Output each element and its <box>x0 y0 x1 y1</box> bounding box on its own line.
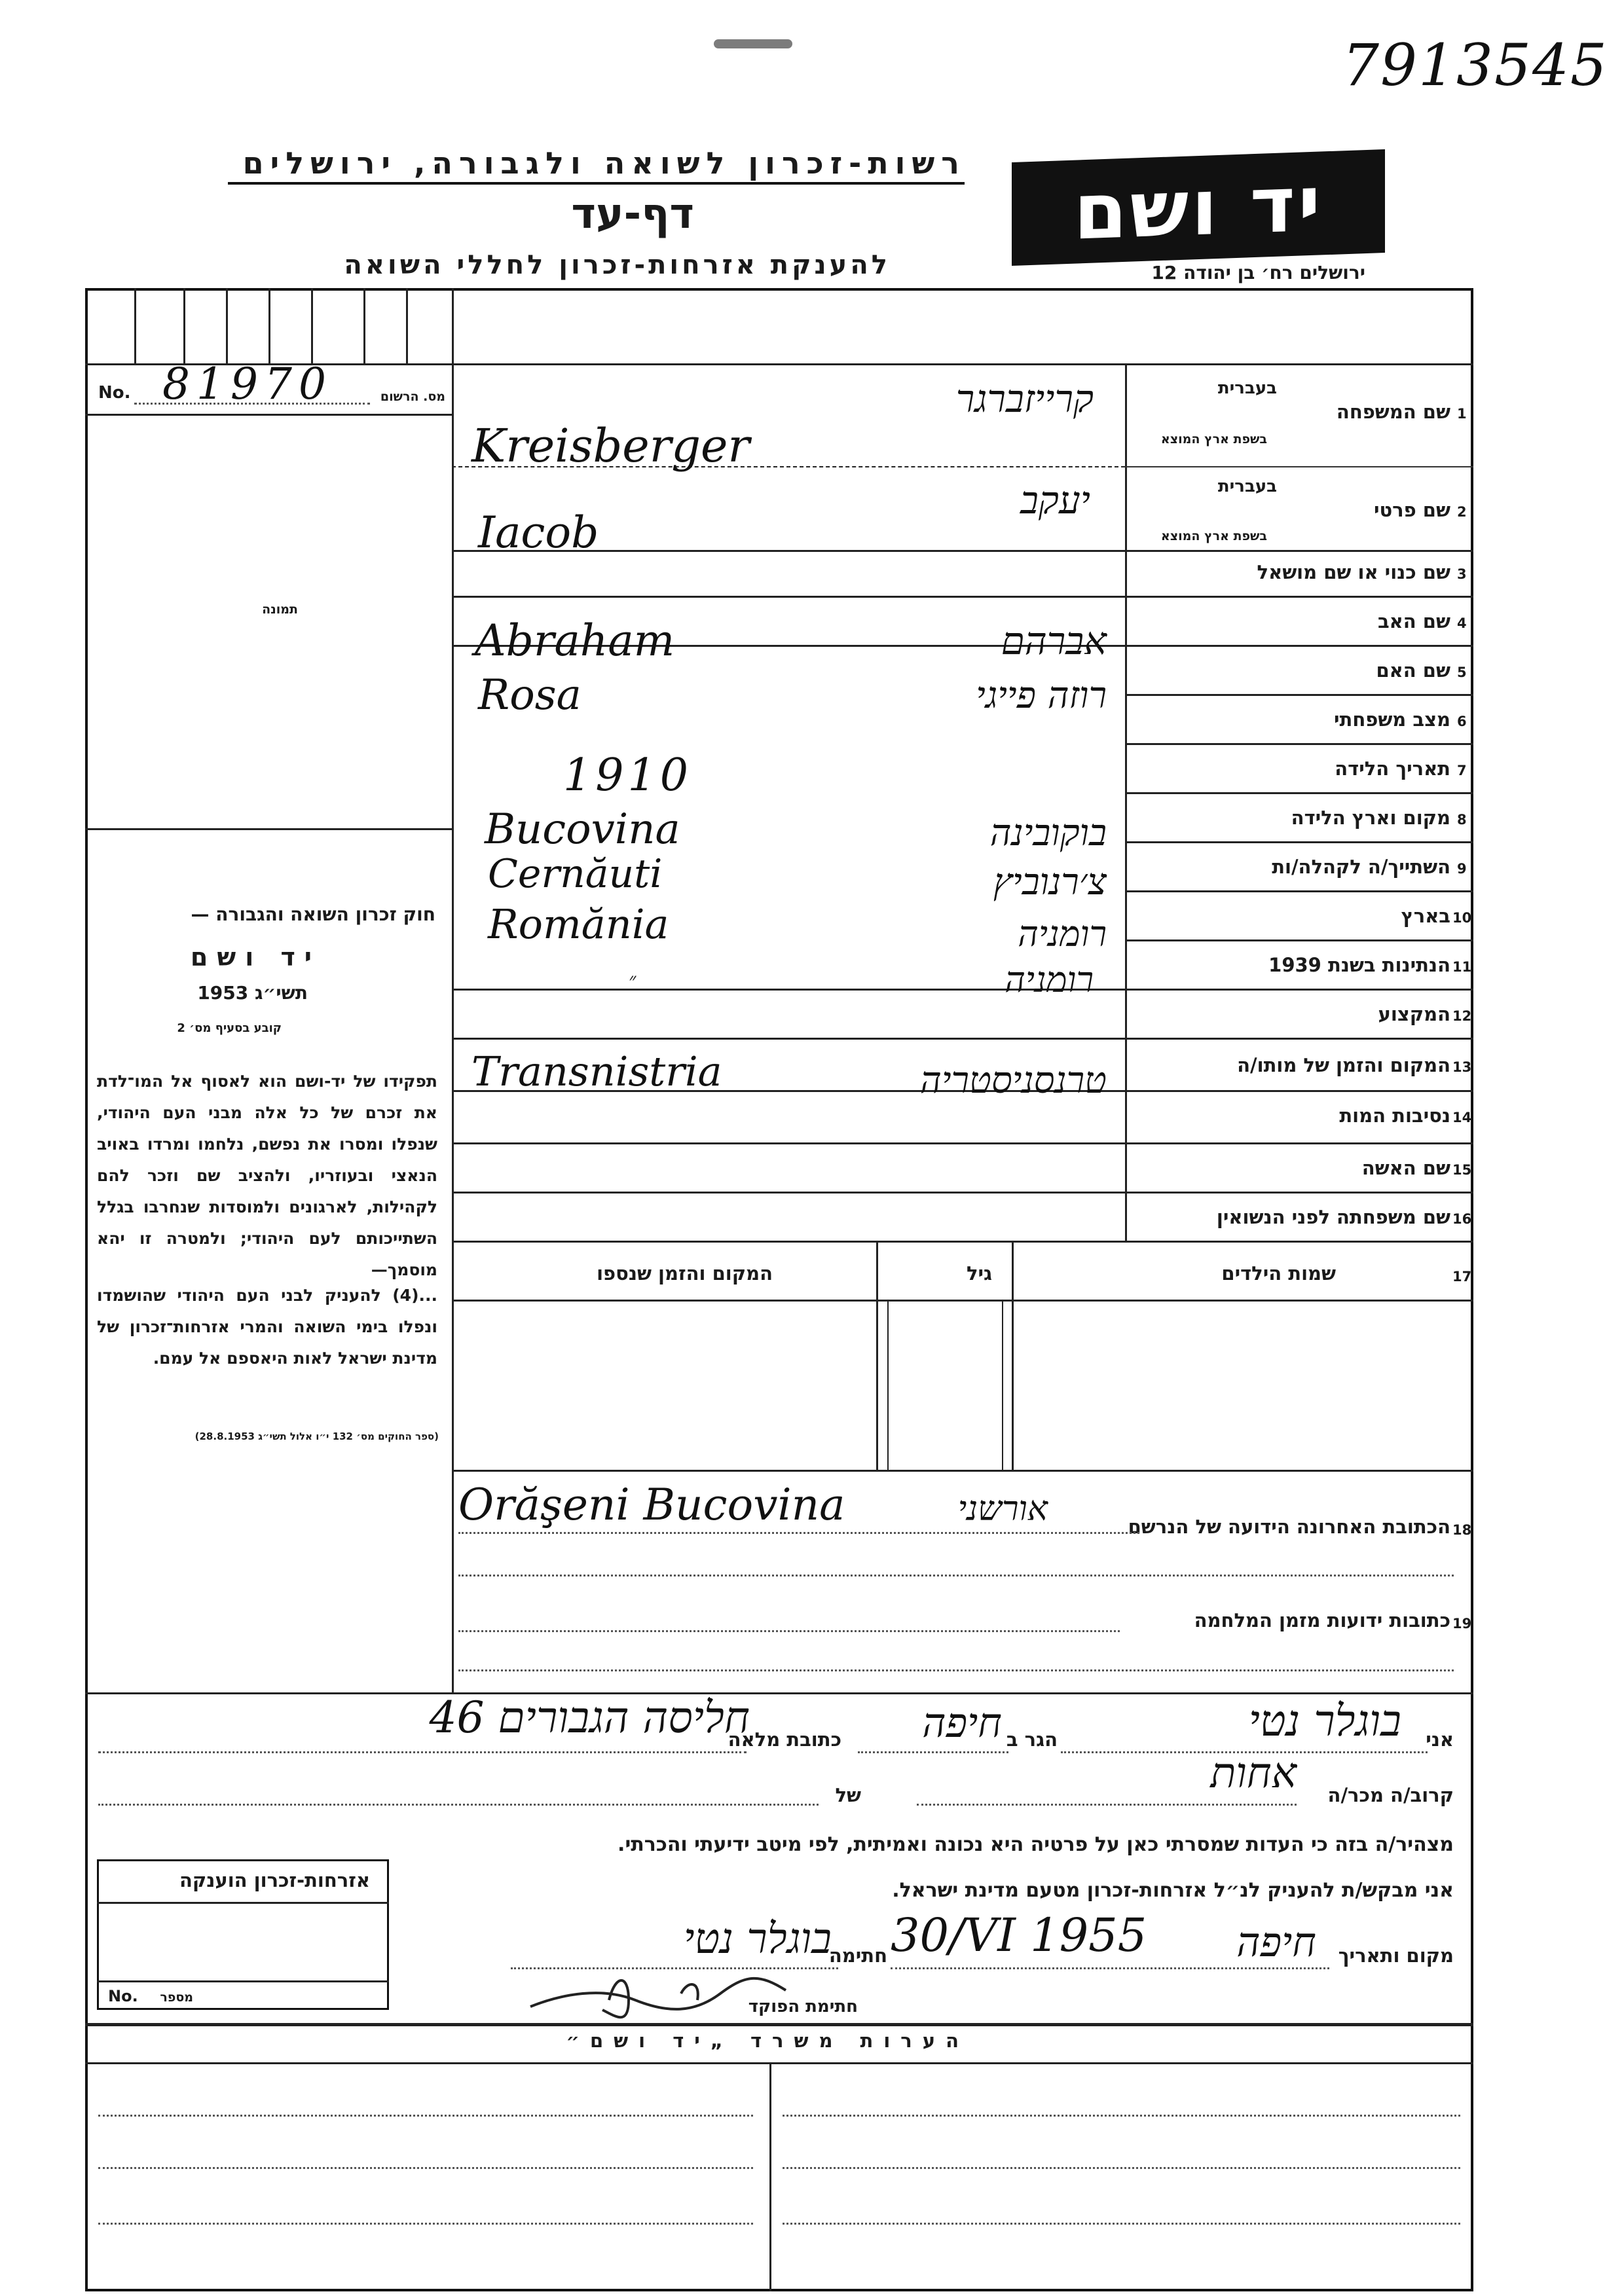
remarks-line-6 <box>783 2223 1460 2225</box>
children-inner-2 <box>1002 1300 1003 1470</box>
row-line-1 <box>1125 466 1473 467</box>
field-12-number: 12 <box>1452 1008 1472 1024</box>
row-sep-10 <box>1125 939 1473 941</box>
declarant-address: חליסה הגבורים 46 <box>429 1692 750 1743</box>
field-1-label: שם המשפחה <box>1336 401 1450 423</box>
field-9-label: השתייך/ה לקהלה/ות <box>1272 856 1450 878</box>
law-body: תפקידו של יד-ושם הוא לאסוף אל המו־לדת את זכרם של כל אלה מבני העם היהודי, שנפלו ומסרו את נפשם, נלחמו ומרדו באויב הנאצי ובעוזריו, ולהציב שם וזכר להם לקהילות, לארגונים ולמוסדות שנחרבו בגלל השתייכותם לעם היהודי; ולמטרה זו יהא מוסמך— <box>97 1072 437 1279</box>
reg-row-line <box>85 414 452 416</box>
remarks-line-4 <box>783 2167 1460 2169</box>
section-bottom-line <box>85 1692 1473 1694</box>
row-sep-7 <box>1125 792 1473 794</box>
top-box-7 <box>406 288 408 363</box>
field-8-hebrew: בוקובינה <box>989 812 1107 854</box>
field-3-number: 3 <box>1457 566 1467 582</box>
field-15-label: שם האשה <box>1361 1157 1450 1179</box>
certificate-num-label: מספר <box>160 1990 193 2005</box>
statement-1: מצהיר/ה בזה כי העדות שמסרתי כאן על פרטיה היא נכונה ואמיתית, לפי מיטב ידיעתי והכרתי. <box>618 1833 1454 1856</box>
organization-line: רשות-זכרון לשואה ולגבורה, ירושלים <box>242 145 966 181</box>
row-sep-3 <box>452 596 1473 598</box>
row-sep-11 <box>452 989 1473 991</box>
field-13-label: המקום והזמן של מותו/ה <box>1237 1054 1450 1076</box>
field-15-number: 15 <box>1452 1162 1472 1178</box>
field-1-latin: Kreisberger <box>471 419 750 473</box>
of-label: של <box>835 1784 861 1806</box>
row-sep-8 <box>1125 841 1473 843</box>
row-sep-15 <box>452 1192 1473 1194</box>
relation-line <box>917 1804 1297 1806</box>
scan-smudge <box>714 39 792 48</box>
of-line <box>98 1804 819 1806</box>
children-header-line <box>452 1300 1473 1302</box>
field-18-hebrew: אורשני <box>957 1489 1048 1529</box>
declarant-city-line <box>858 1751 1008 1753</box>
field-14-label: נסיבות המות <box>1339 1104 1450 1127</box>
field-5-hebrew: רוזה פייגי <box>976 674 1107 717</box>
field-19-number: 19 <box>1452 1616 1472 1631</box>
field-18-number: 18 <box>1452 1522 1472 1538</box>
field-16-label: שם משפחתה לפני הנשואין <box>1216 1206 1450 1228</box>
law-title: חוק זכרון השואה והגבורה — <box>191 903 435 925</box>
field-16-number: 16 <box>1452 1211 1472 1227</box>
top-box-2 <box>183 288 185 363</box>
law-clause4: ...(4) להעניק לבני העם היהודי שהושמדו ונפלו בימי השואה והמרי אזרחות־זכרון של מדינת ישראל לאות היאספם אל עמם. <box>97 1286 437 1368</box>
org-underline <box>228 182 965 185</box>
field-8-number: 8 <box>1457 812 1467 828</box>
field-14-number: 14 <box>1452 1110 1472 1125</box>
remarks-top-line <box>85 2023 1473 2026</box>
declarant-relation: אחות <box>1210 1749 1297 1798</box>
row-sep-16 <box>452 1241 1473 1243</box>
certificate-no-label: No. <box>108 1987 138 2005</box>
row-sep-2 <box>452 550 1473 552</box>
remarks-header-line <box>85 2062 1473 2064</box>
declarant-name: בוגלר נטי <box>1248 1696 1401 1746</box>
declarant-address-line <box>98 1751 747 1753</box>
field-19-line-2 <box>458 1669 1454 1671</box>
field-4-latin: Abraham <box>475 615 675 666</box>
field-2-sub-top: בעברית <box>1217 477 1277 496</box>
remarks-divider <box>769 2062 771 2291</box>
top-box-5 <box>311 288 313 363</box>
archive-number: 7913545 <box>1342 31 1608 99</box>
law-clause: קובע בסעיף מס׳ 2 <box>177 1021 282 1035</box>
field-2-sub-bottom: בשפת ארץ המוצא <box>1160 529 1267 543</box>
photo-bottom-line <box>85 828 452 830</box>
officer-signature <box>524 1954 799 2026</box>
field-11-ditto: ״ <box>629 969 637 992</box>
certificate-divider-2 <box>97 1980 389 1982</box>
field-10-label: בארץ <box>1401 905 1450 927</box>
remarks-line-5 <box>98 2223 753 2225</box>
remarks-line-2 <box>783 2115 1460 2117</box>
top-box-3 <box>226 288 228 363</box>
field-9-latin: Cernăuti <box>488 851 663 897</box>
field-2-number: 2 <box>1457 504 1467 520</box>
certificate-divider <box>97 1902 389 1904</box>
field-2-latin: Iacob <box>478 507 599 558</box>
field-11-number: 11 <box>1452 959 1472 975</box>
label-column-divider <box>1125 363 1127 1241</box>
no-label: No. <box>98 383 131 403</box>
field-10-number: 10 <box>1452 910 1472 926</box>
top-box-4 <box>268 288 270 363</box>
field-19-label: כתובות ידועות מזמן המלחמה <box>1194 1609 1450 1631</box>
field-12-label: המקצוע <box>1378 1003 1450 1025</box>
field-2-hebrew: יעקב <box>1020 478 1090 522</box>
field-19-line-1 <box>458 1630 1120 1632</box>
remarks-title: הערות משרד „יד ושם״ <box>566 2030 969 2052</box>
field-11-label: הנתינות בשנת 1939 <box>1268 954 1450 976</box>
children-inner-1 <box>887 1300 889 1470</box>
form-subtitle: להענקת אזרחות-זכרון לחללי השואה <box>344 250 891 280</box>
field-7-number: 7 <box>1457 763 1467 778</box>
field-1-sub-bottom: בשפת ארץ המוצא <box>1160 432 1267 446</box>
field-10-hebrew: רומניה <box>1018 913 1107 955</box>
registration-number: 81970 <box>162 359 333 409</box>
field-5-number: 5 <box>1457 665 1467 680</box>
yad-vashem-address: ירושלים רח׳ בן יהודה 12 <box>1151 262 1365 283</box>
field-13-hebrew: טרנסניסטריה <box>920 1059 1107 1102</box>
photo-label: תמונה <box>262 602 298 617</box>
row-sep-5 <box>1125 694 1473 696</box>
law-year: תשי״ג 1953 <box>197 982 308 1004</box>
field-13-latin: Transnistria <box>471 1048 722 1095</box>
field-5-label: שם האם <box>1376 659 1450 682</box>
lives-label: הגר ב <box>1006 1728 1058 1751</box>
law-name: יד ושם <box>190 943 321 972</box>
children-divider-2 <box>1012 1241 1014 1470</box>
sign-date: 30/VI 1955 <box>891 1908 1147 1962</box>
field-11-hebrew: רומניה <box>1005 959 1094 1000</box>
ani-label: אני <box>1426 1728 1454 1751</box>
field-5-latin: Rosa <box>478 671 581 720</box>
field-18-line-1 <box>458 1532 1139 1534</box>
field-9-hebrew: צ׳רנוביץ <box>993 861 1107 903</box>
form-title: דף-עד <box>571 190 694 238</box>
officer-label: חתימת הפוקד <box>748 1997 858 2016</box>
sign-place: חיפה <box>1236 1918 1316 1966</box>
field-13-number: 13 <box>1452 1059 1472 1075</box>
field-17-number: 17 <box>1452 1269 1472 1285</box>
field-8-label: מקום וארץ הלידה <box>1291 807 1450 829</box>
field-2-label: שם פרטי <box>1373 499 1450 521</box>
field-1-number: 1 <box>1457 406 1467 422</box>
remarks-line-3 <box>98 2167 753 2169</box>
place-date-line <box>891 1967 1329 1969</box>
field-18-line-2 <box>458 1575 1454 1576</box>
declarant-city: חיפה <box>922 1699 1002 1747</box>
top-box-6 <box>363 288 365 363</box>
children-bottom-line <box>452 1470 1473 1472</box>
row-sep-12 <box>452 1038 1473 1040</box>
children-divider-1 <box>876 1241 878 1470</box>
statement-2: אני מבקש/ת להעניק לנ״ל אזרחות-זכרון מטעם מדינת ישראל. <box>892 1879 1454 1902</box>
field-10-latin: Romănia <box>488 900 669 948</box>
field-7-value: 1910 <box>563 750 693 801</box>
field-4-hebrew: אברהם <box>1001 619 1107 663</box>
place-date-label: מקום ותאריך <box>1338 1944 1454 1967</box>
field-9-number: 9 <box>1457 861 1467 877</box>
field-8-latin: Bucovina <box>485 805 680 854</box>
field-6-label: מצב משפחתי <box>1333 708 1450 731</box>
row-sep-6 <box>1125 743 1473 745</box>
yad-vashem-logo: יד ושם <box>1012 149 1385 266</box>
field-1-hebrew: קרייזברגר <box>955 376 1094 421</box>
row-sep-14 <box>452 1142 1473 1144</box>
declarant-signature: בוגלר נטי <box>683 1915 832 1963</box>
relative-label: קרוב/ה מכר/ה <box>1327 1784 1454 1806</box>
field-6-number: 6 <box>1457 714 1467 729</box>
field-18-label: הכתובת האחרונה הידועה של הנרשם <box>1128 1516 1450 1538</box>
field-18-value: Orăşeni Bucovina <box>458 1480 845 1530</box>
remarks-line-1 <box>98 2115 753 2117</box>
row-sep-9 <box>1125 890 1473 892</box>
certificate-title: אזרחות-זכרון הוענקה <box>179 1869 370 1891</box>
signature-label: חתימה <box>828 1944 887 1967</box>
field-4-label: שם האב <box>1377 610 1450 632</box>
children-col-age: גיל <box>966 1262 992 1285</box>
children-col-place: המקום והזמן שנספו <box>597 1262 773 1285</box>
address-label: כתובת מלאה <box>728 1728 841 1751</box>
field-4-number: 4 <box>1457 615 1467 631</box>
law-source: (ספר החוקים מס׳ 132 י״ו אלול תשי״ג 28.8.1953) <box>194 1430 439 1442</box>
field-1-sub-top: בעברית <box>1217 378 1277 398</box>
children-col-names: שמות הילדים <box>1221 1262 1336 1285</box>
field-3-label: שם כנוי או שם מושאל <box>1257 561 1450 583</box>
field-7-label: תאריך הלידה <box>1335 757 1450 780</box>
top-box-1 <box>134 288 136 363</box>
reg-label: מס. הרשום <box>380 390 445 404</box>
